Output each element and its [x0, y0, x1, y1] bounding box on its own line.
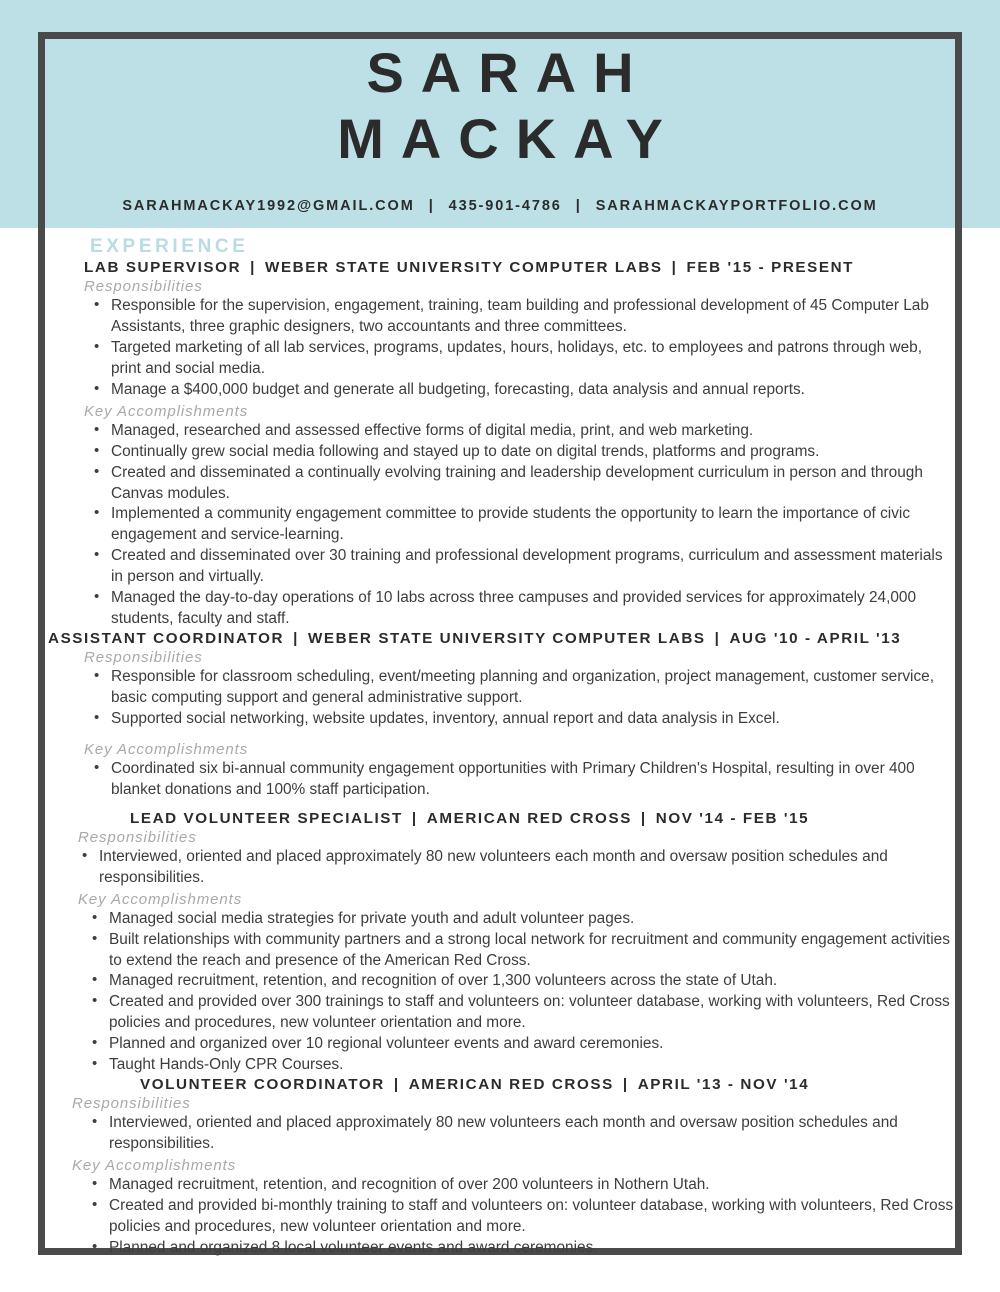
- experience-entry: [48, 259, 954, 630]
- list-item: • Managed recruitment, retention, and recognition of over 200 volunteers in Nothern Utah.: [88, 1175, 954, 1196]
- accomplishments-list: [88, 1175, 954, 1259]
- list-item: • Interviewed, oriented and placed approximately 80 new volunteers each month and oversaw position schedules and responsibilities.: [88, 1113, 954, 1155]
- applicant-first-name: SARAH: [366, 41, 651, 104]
- job-title-line: [140, 1076, 954, 1093]
- contact-email[interactable]: SARAHMACKAY1992@GMAIL.COM: [122, 198, 415, 215]
- responsibilities-list: [78, 847, 954, 889]
- list-item: • Manage a $400,000 budget and generate all budgeting, forecasting, data analysis and annual reports.: [90, 380, 954, 401]
- responsibilities-list: [88, 1113, 954, 1155]
- list-item: • Managed, researched and assessed effective forms of digital media, print, and web marketing.: [90, 421, 954, 442]
- list-item: • Planned and organized over 10 regional volunteer events and award ceremonies.: [88, 1034, 954, 1055]
- responsibilities-label: Responsibilities: [84, 649, 203, 667]
- job-dates: NOV '14 - FEB '15: [655, 809, 810, 827]
- job-separator-2: |: [714, 630, 721, 648]
- job-separator-1: |: [293, 630, 299, 648]
- resume-header: [0, 0, 1000, 228]
- job-company: AMERICAN RED CROSS: [408, 1076, 614, 1094]
- list-item: • Managed recruitment, retention, and recognition of over 1,300 volunteers across the state of Utah.: [88, 971, 954, 992]
- job-separator-2: |: [640, 809, 647, 827]
- responsibilities-label: Responsibilities: [84, 278, 203, 295]
- job-dates: APRIL '13 - NOV '14: [637, 1076, 810, 1094]
- accomplishments-list: [90, 759, 954, 801]
- job-title-line: [130, 810, 954, 827]
- list-item: • Responsible for the supervision, engagement, training, team building and professional development of 45 Computer Lab Assistants, three graphic designers, two accountants and three committees.: [90, 296, 954, 338]
- job-dates: AUG '10 - APRIL '13: [729, 630, 902, 648]
- list-item: • Interviewed, oriented and placed approximately 80 new volunteers each month and oversaw position schedules and responsibilities.: [78, 847, 954, 889]
- resume-body: [0, 228, 1000, 1259]
- contact-line: [0, 198, 1000, 214]
- accomplishments-list: [90, 421, 954, 630]
- job-dates: FEB '15 - PRESENT: [686, 259, 855, 276]
- section-title-experience: EXPERIENCE: [90, 236, 249, 257]
- experience-entry: [48, 630, 954, 801]
- list-item: • Taught Hands-Only CPR Courses.: [88, 1055, 954, 1076]
- list-item: • Built relationships with community partners and a strong local network for recruitment and community engagement activities to extend the reach and presence of the American Red Cross.: [88, 930, 954, 972]
- list-item: • Created and disseminated a continually evolving training and leadership development curriculum in person and through Canvas modules.: [90, 463, 954, 505]
- job-separator-1: |: [250, 259, 257, 276]
- job-separator-1: |: [411, 809, 418, 827]
- accomplishments-label: Key Accomplishments: [84, 402, 249, 420]
- accomplishments-list: [88, 909, 954, 1077]
- responsibilities-label: Responsibilities: [72, 1095, 191, 1113]
- job-company: AMERICAN RED CROSS: [426, 809, 632, 827]
- list-item: • Created and provided bi-monthly training to staff and volunteers on: volunteer database, working with volunteers, Red Cross policies and procedures, new volunteer orientation and more.: [88, 1196, 954, 1238]
- experience-entry: [48, 1076, 954, 1259]
- job-role: LAB SUPERVISOR: [84, 259, 242, 276]
- job-title-line: [48, 630, 954, 647]
- job-company: WEBER STATE UNIVERSITY COMPUTER LABS: [307, 630, 706, 648]
- job-company: WEBER STATE UNIVERSITY COMPUTER LABS: [265, 259, 663, 276]
- accomplishments-label: Key Accomplishments: [72, 1157, 237, 1174]
- spacer: [48, 730, 954, 739]
- experience-entry: [48, 810, 954, 1076]
- job-separator-2: |: [671, 259, 678, 276]
- contact-website[interactable]: SARAHMACKAYPORTFOLIO.COM: [595, 198, 878, 215]
- list-item: • Coordinated six bi-annual community engagement opportunities with Primary Children's Hospital, resulting in over 400 blanket donations and 100% staff participation.: [90, 759, 954, 801]
- job-role: ASSISTANT COORDINATOR: [48, 630, 285, 648]
- list-item: • Managed social media strategies for private youth and adult volunteer pages.: [88, 909, 954, 930]
- contact-phone[interactable]: 435-901-4786: [448, 198, 562, 215]
- responsibilities-list: [90, 667, 954, 730]
- list-item: • Planned and organized 8 local volunteer events and award ceremonies.: [88, 1238, 954, 1259]
- list-item: • Continually grew social media following and stayed up to date on digital trends, platforms and programs.: [90, 442, 954, 463]
- contact-separator-2: |: [575, 198, 582, 215]
- job-role: VOLUNTEER COORDINATOR: [140, 1076, 385, 1094]
- job-role: LEAD VOLUNTEER SPECIALIST: [130, 809, 403, 827]
- list-item: • Managed the day-to-day operations of 10 labs across three campuses and provided services for approximately 24,000 students, faculty and staff.: [90, 588, 954, 630]
- accomplishments-label: Key Accomplishments: [84, 740, 249, 758]
- responsibilities-label: Responsibilities: [78, 828, 197, 846]
- spacer: [48, 801, 954, 810]
- list-item: • Implemented a community engagement committee to provide students the opportunity to learn the importance of civic engagement and service-learning.: [90, 504, 954, 546]
- responsibilities-list: [90, 296, 954, 401]
- accomplishments-label: Key Accomplishments: [78, 890, 243, 908]
- list-item: • Targeted marketing of all lab services, programs, updates, hours, holidays, etc. to employees and patrons through web, print and social media.: [90, 338, 954, 380]
- list-item: • Responsible for classroom scheduling, event/meeting planning and organization, project management, customer service, basic computing support and general administrative support.: [90, 667, 954, 709]
- list-item: • Supported social networking, website updates, inventory, annual report and data analysis in Excel.: [90, 709, 954, 730]
- applicant-last-name: MACKAY: [337, 107, 680, 171]
- job-separator-1: |: [393, 1076, 400, 1094]
- job-title-line: [84, 259, 954, 276]
- list-item: • Created and provided over 300 trainings to staff and volunteers on: volunteer database, working with volunteers, Red Cross policies and procedures, new volunteer orientation and more.: [88, 992, 954, 1034]
- contact-separator-1: |: [428, 198, 435, 215]
- job-separator-2: |: [622, 1076, 629, 1094]
- list-item: • Created and disseminated over 30 training and professional development programs, curriculum and assessment materials in person and virtually.: [90, 546, 954, 588]
